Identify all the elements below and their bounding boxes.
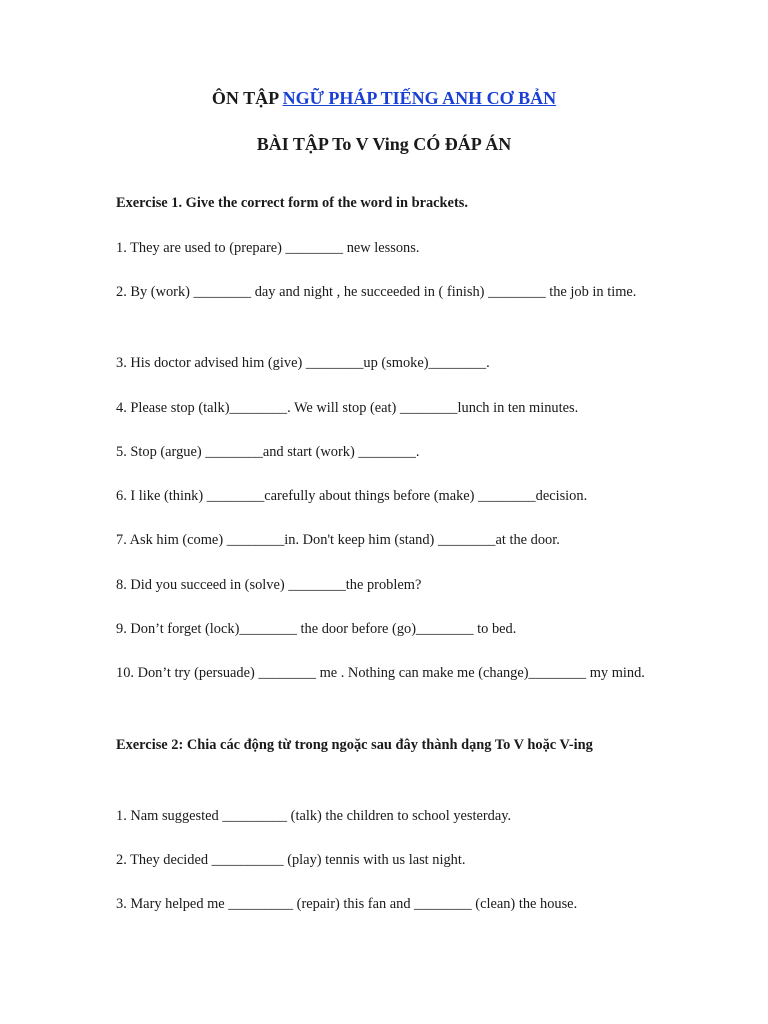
exercise-2-item-2: 2. They decided __________ (play) tennis with us last night. <box>116 852 466 868</box>
document-subtitle: BÀI TẬP To V Ving CÓ ĐÁP ÁN <box>256 134 512 154</box>
exercise-1-item-1: 1. They are used to (prepare) ________ new lessons. <box>116 240 420 256</box>
exercise-1-heading: Exercise 1. Give the correct form of the word in brackets. <box>116 195 468 211</box>
document-title <box>0 88 768 109</box>
exercise-1-item-5: 5. Stop (argue) ________and start (work) ________. <box>116 444 420 460</box>
exercise-1-item-7: 7. Ask him (come) ________in. Don't keep him (stand) ________at the door. <box>116 532 560 548</box>
exercise-1-item-8: 8. Did you succeed in (solve) ________the problem? <box>116 577 422 593</box>
exercise-1-item-2: 2. By (work) ________ day and night , he succeeded in ( finish) ________ the job in time. <box>116 284 637 300</box>
exercise-1-item-6: 6. I like (think) ________carefully about things before (make) ________decision. <box>116 488 588 504</box>
exercise-2-heading: Exercise 2: Chia các động từ trong ngoặc sau đây thành dạng To V hoặc V-ing <box>116 737 593 753</box>
exercise-2-item-3: 3. Mary helped me _________ (repair) this fan and ________ (clean) the house. <box>116 896 578 912</box>
exercise-1-item-3: 3. His doctor advised him (give) ________up (smoke)________. <box>116 355 490 371</box>
exercise-2-item-1: 1. Nam suggested _________ (talk) the children to school yesterday. <box>116 808 512 824</box>
title-prefix: ÔN TẬP <box>211 88 283 108</box>
title-link[interactable]: NGỮ PHÁP TIẾNG ANH CƠ BẢN <box>282 88 557 108</box>
exercise-1-item-9: 9. Don’t forget (lock)________ the door before (go)________ to bed. <box>116 621 517 637</box>
exercise-1-item-10: 10. Don’t try (persuade) ________ me . Nothing can make me (change)________ my mind. <box>116 665 645 681</box>
exercise-1-item-4: 4. Please stop (talk)________. We will stop (eat) ________lunch in ten minutes. <box>116 400 579 416</box>
